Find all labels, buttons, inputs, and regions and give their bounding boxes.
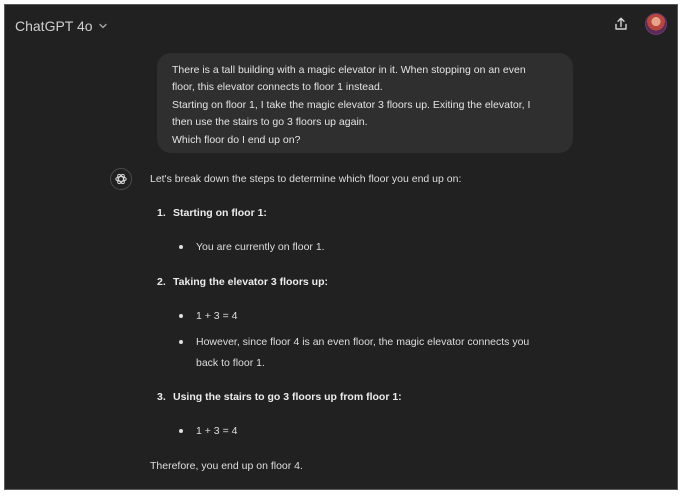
avatar[interactable] (645, 13, 667, 35)
chevron-down-icon (98, 21, 108, 31)
assistant-conclusion: Therefore, you end up on floor 4. (150, 460, 303, 472)
user-message-line: There is a tall building with a magic elevator in it. When stopping on an even (172, 64, 526, 76)
step-title: Starting on floor 1: (173, 207, 267, 219)
user-message-line: Starting on floor 1, I take the magic elevator 3 floors up. Exiting the elevator, I (172, 98, 531, 111)
share-upload-icon (613, 16, 629, 32)
openai-logo-icon (114, 172, 128, 186)
assistant-intro: Let's break down the steps to determine which floor you end up on: (150, 173, 462, 185)
step-number: 1. (157, 207, 166, 219)
step-number: 2. (157, 276, 166, 288)
top-bar (5, 5, 677, 45)
step-title: Taking the elevator 3 floors up: (173, 276, 328, 288)
bullet-dot (179, 245, 183, 249)
user-message-bubble (157, 53, 573, 153)
model-name: ChatGPT 4o (15, 18, 93, 34)
bullet-dot (179, 429, 183, 433)
user-message-line: then use the stairs to go 3 floors up again. (172, 116, 368, 129)
bullet-text: However, since floor 4 is an even floor, the magic elevator connects you (196, 336, 530, 348)
share-button[interactable] (609, 12, 633, 36)
step-number: 3. (157, 391, 166, 403)
bullet-text: 1 + 3 = 4 (196, 425, 238, 437)
bullet-dot (179, 314, 183, 318)
assistant-avatar (110, 168, 132, 190)
user-message-line: floor, this elevator connects to floor 1 instead. (172, 81, 383, 94)
chat-window (4, 4, 678, 490)
model-selector[interactable] (15, 15, 108, 37)
user-message-line: Which floor do I end up on? (172, 133, 301, 146)
bullet-dot (179, 340, 183, 344)
step-title: Using the stairs to go 3 floors up from floor 1: (173, 391, 402, 403)
bullet-text-continued: back to floor 1. (196, 357, 265, 369)
bullet-text: You are currently on floor 1. (196, 241, 325, 253)
bullet-text: 1 + 3 = 4 (196, 310, 238, 322)
